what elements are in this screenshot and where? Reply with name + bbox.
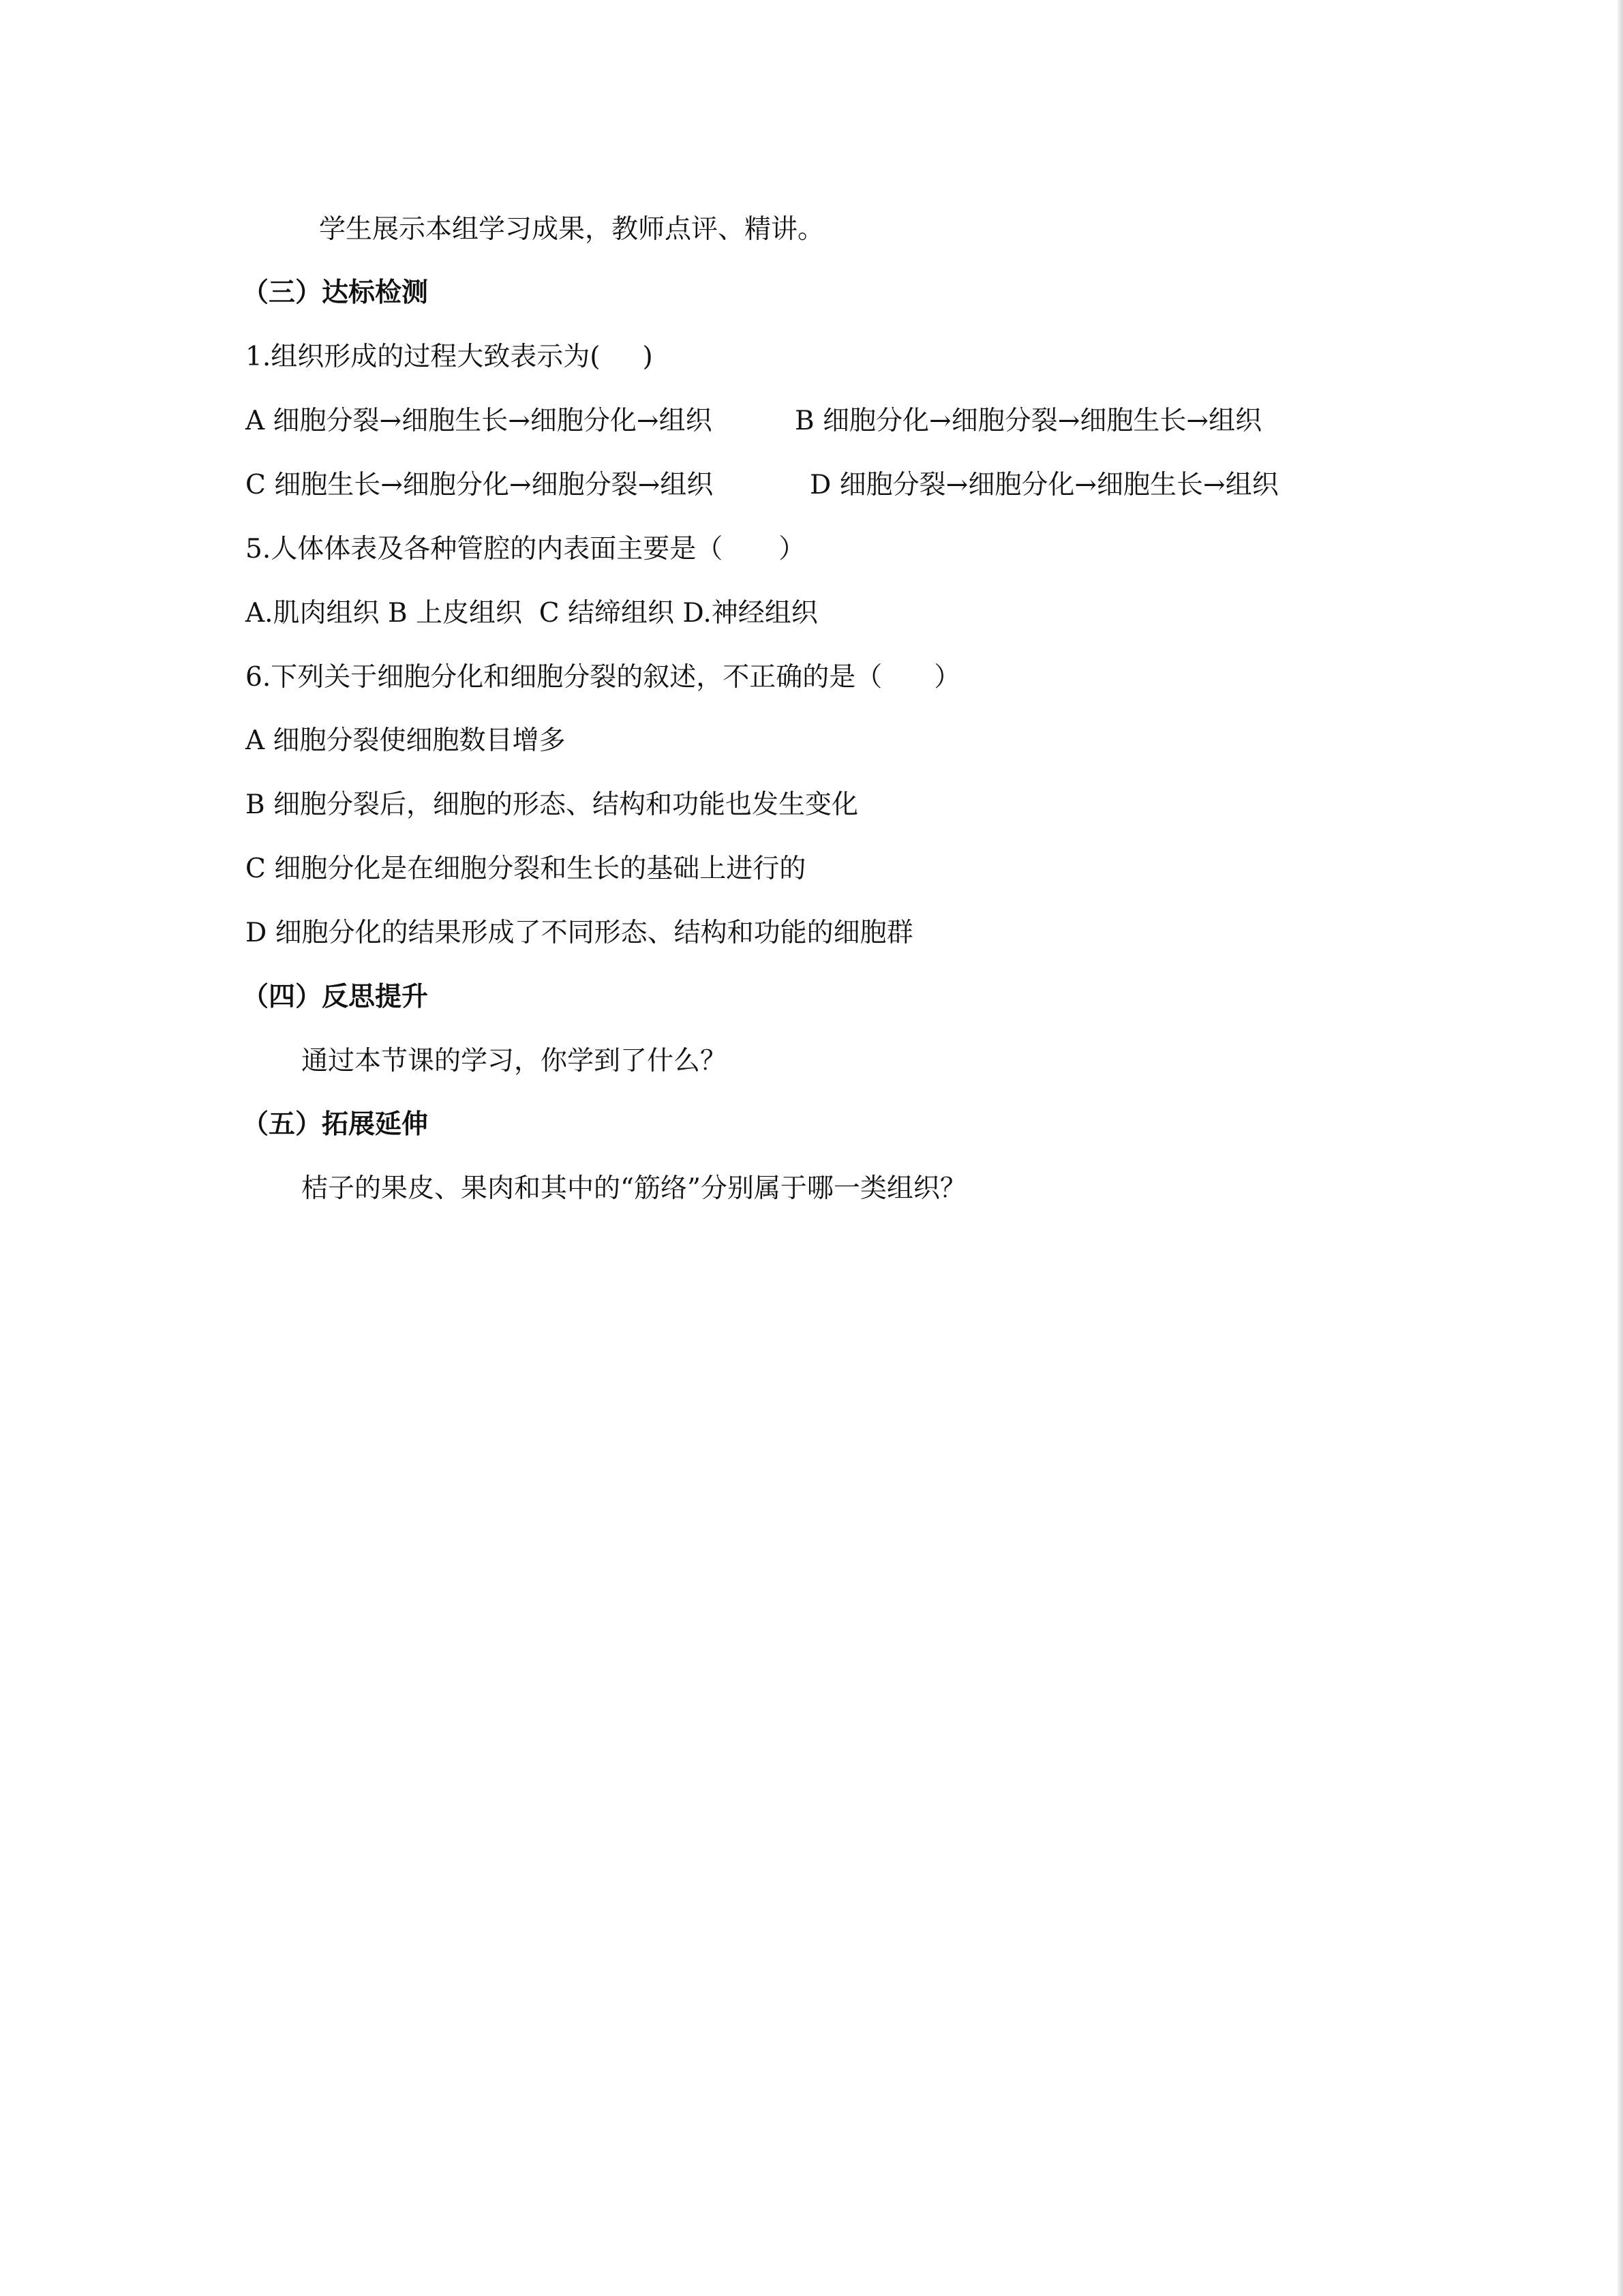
question-6-stem bbox=[245, 660, 960, 695]
question-1-option-d: D 细胞分裂→细胞分化→细胞生长→组织 bbox=[810, 470, 1279, 500]
question-1-stem bbox=[245, 339, 653, 375]
section-4-text: 通过本节课的学习，你学到了什么？ bbox=[301, 1046, 727, 1076]
question-1-paren-close: ) bbox=[642, 342, 653, 372]
question-5-options: A.肌肉组织 B 上皮组织 C 结缔组织 D.神经组织 bbox=[245, 598, 818, 629]
section-5-heading: （五）拓展延伸 bbox=[242, 1109, 429, 1140]
section-3-heading: （三）达标检测 bbox=[242, 277, 429, 308]
question-5-stem bbox=[245, 532, 805, 567]
question-6-option-c: C 细胞分化是在细胞分裂和生长的基础上进行的 bbox=[245, 854, 806, 884]
section-5-text: 桔子的果皮、果肉和其中的“筋络”分别属于哪一类组织？ bbox=[301, 1173, 967, 1204]
question-6-option-d: D 细胞分化的结果形成了不同形态、结构和功能的细胞群 bbox=[245, 918, 913, 948]
question-6-text: 6.下列关于细胞分化和细胞分裂的叙述，不正确的是（ bbox=[245, 662, 883, 693]
question-6-option-a: A 细胞分裂使细胞数目增多 bbox=[245, 725, 566, 756]
intro-text: 学生展示本组学习成果，教师点评、精讲。 bbox=[319, 214, 825, 245]
question-1-text: 1.组织形成的过程大致表示为( bbox=[245, 342, 601, 372]
page-edge bbox=[1618, 0, 1623, 2296]
question-1-option-c: C 细胞生长→细胞分化→细胞分裂→组织 bbox=[245, 470, 714, 500]
question-6-option-b: B 细胞分裂后，细胞的形态、结构和功能也发生变化 bbox=[245, 789, 859, 820]
question-1-option-b: B 细胞分化→细胞分裂→细胞生长→组织 bbox=[795, 406, 1262, 436]
question-1-option-a: A 细胞分裂→细胞生长→细胞分化→组织 bbox=[245, 406, 712, 436]
question-5-text: 5.人体体表及各种管腔的内表面主要是（ bbox=[245, 534, 723, 564]
section-4-heading: （四）反思提升 bbox=[242, 982, 429, 1012]
question-6-paren-close: ） bbox=[934, 662, 961, 693]
question-5-paren-close: ） bbox=[778, 534, 806, 564]
